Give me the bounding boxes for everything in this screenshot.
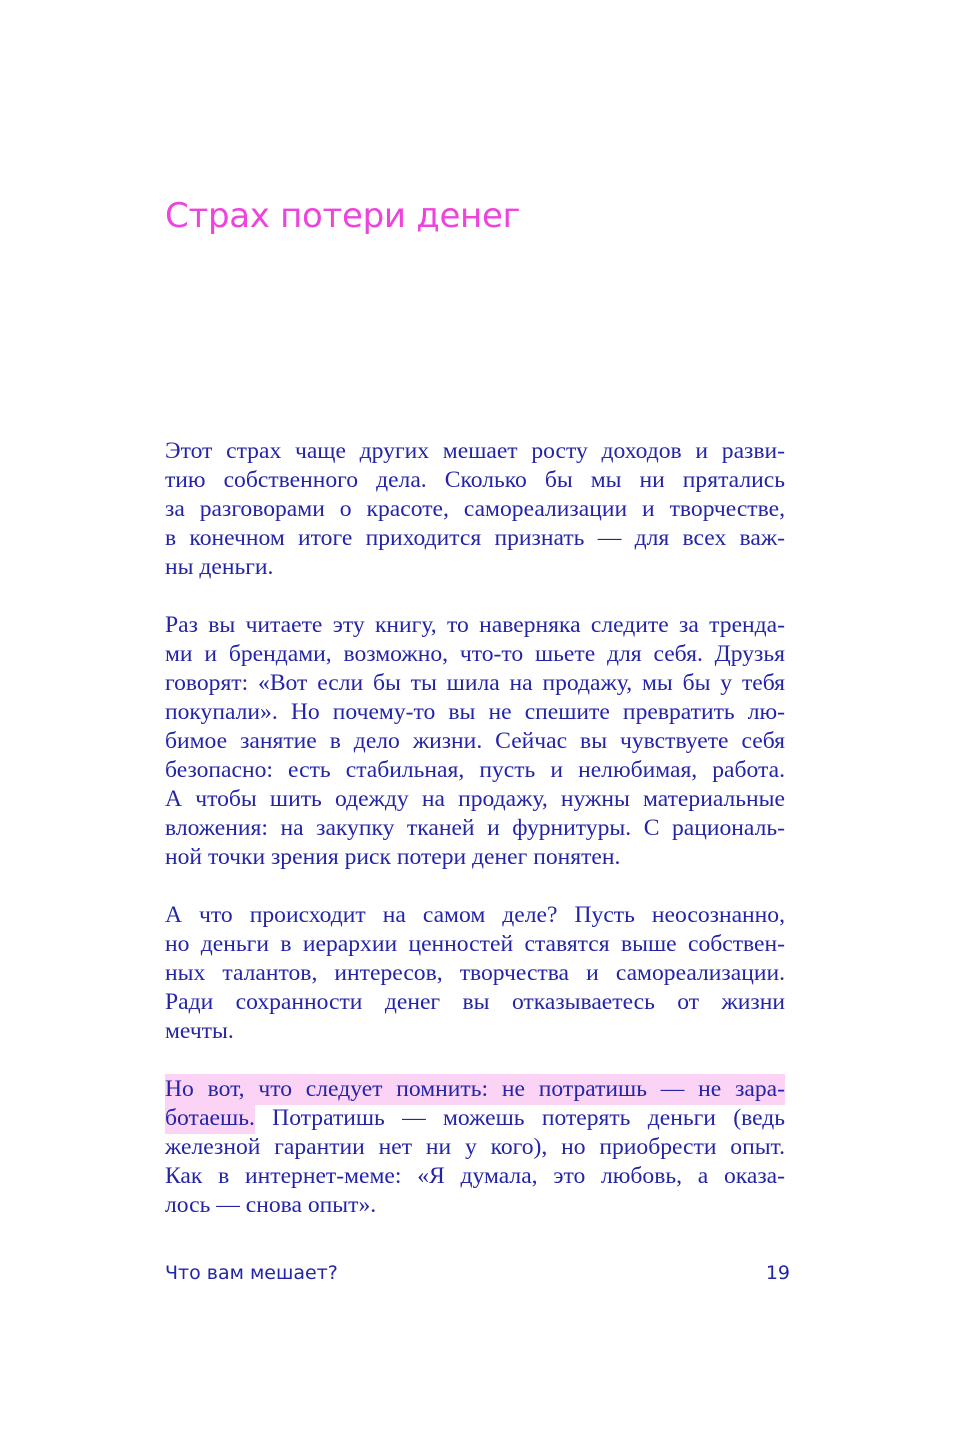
- text-line: железной гарантии нет ни у кого), но приобрести опыт.: [165, 1134, 785, 1160]
- text-line: но деньги в иерархии ценностей ставятся выше собствен-: [165, 931, 785, 957]
- body-text: [165, 437, 785, 1249]
- text-line: ми и брендами, возможно, что-то шьете для себя. Друзья: [165, 641, 785, 667]
- paragraph-4: [165, 1075, 785, 1220]
- text-line: за разговорами о красоте, самореализации и творчестве,: [165, 496, 785, 522]
- text-line: А чтобы шить одежду на продажу, нужны материальные: [165, 786, 785, 812]
- highlighted-text: Но вот, что следует помнить: не потратишь — не зара-: [165, 1074, 785, 1105]
- text-line: [165, 1104, 785, 1133]
- text-line: мечты.: [165, 1018, 234, 1044]
- page-footer: [165, 1262, 790, 1292]
- text-line: безопасно: есть стабильная, пусть и нелюбимая, работа.: [165, 757, 785, 783]
- text-line: ны деньги.: [165, 554, 274, 580]
- text-line: в конечном итоге приходится признать — для всех важ-: [165, 525, 785, 551]
- text-segment: Потратишь — можешь потерять деньги (ведь: [254, 1105, 785, 1131]
- running-footer-title: Что вам мешает?: [165, 1262, 338, 1284]
- text-line: говорят: «Вот если бы ты шила на продажу, мы бы у тебя: [165, 670, 785, 696]
- paragraph-1: [165, 437, 785, 582]
- paragraph-3: [165, 901, 785, 1046]
- highlighted-text: ботаешь.: [165, 1103, 255, 1134]
- text-line: Как в интернет-меме: «Я думала, это любовь, а оказа-: [165, 1163, 785, 1189]
- text-line: бимое занятие в дело жизни. Сейчас вы чувствуете себя: [165, 728, 785, 754]
- text-line: [165, 1075, 785, 1104]
- text-line: покупали». Но почему-то вы не спешите превратить лю-: [165, 699, 785, 725]
- text-line: ных талантов, интересов, творчества и самореализации.: [165, 960, 785, 986]
- text-line: тию собственного дела. Сколько бы мы ни прятались: [165, 467, 785, 493]
- text-line: вложения: на закупку тканей и фурнитуры. С рациональ-: [165, 815, 785, 841]
- text-line: А что происходит на самом деле? Пусть неосознанно,: [165, 902, 785, 928]
- text-line: Ради сохранности денег вы отказываетесь от жизни: [165, 989, 785, 1015]
- text-line: ной точки зрения риск потери денег понятен.: [165, 844, 621, 870]
- chapter-title: Страх потери денег: [165, 196, 521, 236]
- text-line: лось — снова опыт».: [165, 1192, 377, 1218]
- text-line: Раз вы читаете эту книгу, то наверняка следите за тренда-: [165, 612, 785, 638]
- page-number: 19: [765, 1262, 790, 1284]
- paragraph-2: [165, 611, 785, 872]
- text-line: Этот страх чаще других мешает росту доходов и разви-: [165, 438, 785, 464]
